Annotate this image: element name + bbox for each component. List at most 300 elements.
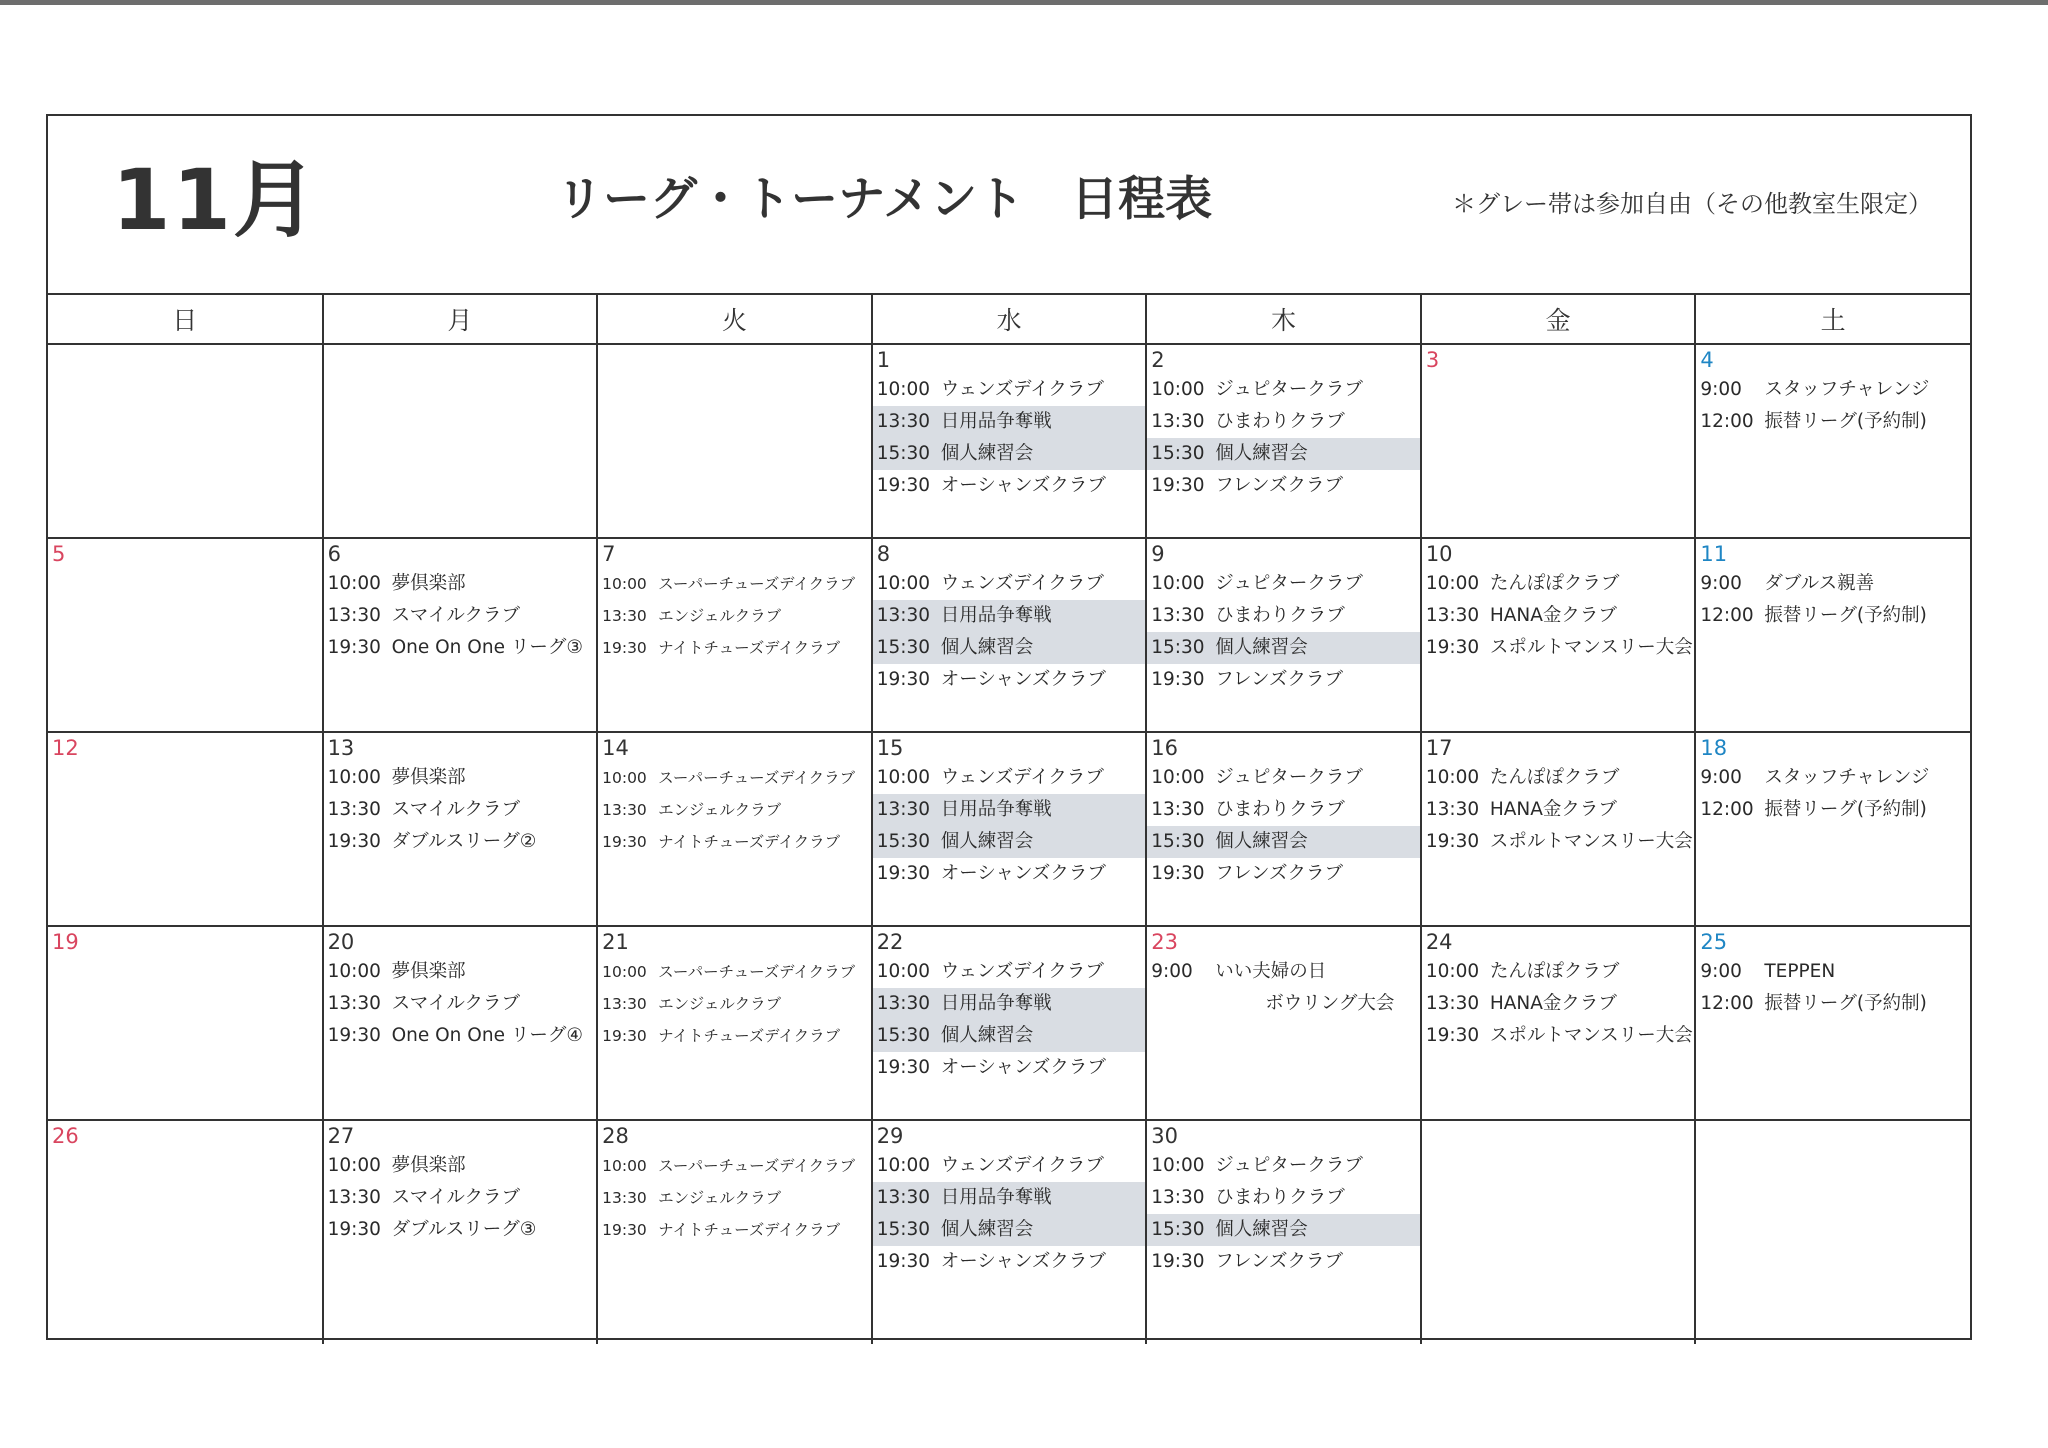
event-time: 13:30	[327, 1187, 381, 1208]
event-name: 夢倶楽部	[391, 573, 466, 594]
event-time: 10:00	[1151, 767, 1205, 788]
event-time: 19:30	[876, 1057, 931, 1078]
event-entry	[873, 632, 1146, 664]
event-entry	[1147, 794, 1420, 826]
day-cell	[48, 1120, 323, 1344]
event-name: 日用品争奪戦	[940, 411, 1052, 432]
day-number: 12	[52, 736, 79, 760]
event-name: スタッフチャレンジ	[1764, 379, 1930, 400]
event-entry	[873, 956, 1146, 988]
month-label: 11月	[112, 151, 319, 249]
event-time: 15:30	[876, 637, 931, 658]
event-time: 19:30	[876, 475, 931, 496]
event-name: スーパーチューズデイクラブ	[658, 769, 856, 787]
event-entry	[1696, 988, 1970, 1020]
day-cell	[1695, 926, 1970, 1120]
event-name: オーシャンズクラブ	[940, 669, 1106, 690]
event-time: 9:00	[1151, 961, 1193, 982]
week-row	[48, 1120, 1970, 1344]
event-name: 日用品争奪戦	[940, 605, 1052, 626]
event-time: 13:30	[1425, 799, 1480, 820]
event-entry	[598, 1214, 871, 1246]
event-entry	[1422, 568, 1695, 600]
event-time: 13:30	[876, 993, 931, 1014]
week-row	[48, 344, 1970, 538]
event-time: 15:30	[876, 831, 931, 852]
event-entry	[598, 826, 871, 858]
event-time: 10:00	[602, 1157, 647, 1175]
event-name: ナイトチューズデイクラブ	[658, 1221, 841, 1239]
event-name: オーシャンズクラブ	[940, 1251, 1106, 1272]
day-cell	[1146, 1120, 1421, 1344]
event-time: 15:30	[876, 1025, 931, 1046]
day-number: 2	[1151, 348, 1165, 372]
event-name: HANA金クラブ	[1489, 605, 1617, 626]
event-entry	[1147, 762, 1420, 794]
day-cell	[597, 926, 872, 1120]
event-name: ひまわりクラブ	[1215, 605, 1345, 626]
event-name: 日用品争奪戦	[940, 799, 1052, 820]
day-cell	[48, 926, 323, 1120]
day-number: 9	[1151, 542, 1165, 566]
event-entry	[1422, 632, 1695, 664]
day-number: 21	[602, 930, 629, 954]
event-time: 19:30	[327, 1025, 381, 1046]
event-entry	[324, 1214, 597, 1246]
event-time: 13:30	[602, 995, 647, 1013]
event-name: たんぽぽクラブ	[1489, 961, 1620, 982]
event-time: 13:30	[1425, 993, 1480, 1014]
event-entry	[873, 1246, 1146, 1278]
event-time: 15:30	[1151, 1219, 1205, 1240]
event-time: 12:00	[1700, 605, 1754, 626]
event-entry	[324, 632, 597, 664]
day-cell	[872, 1120, 1147, 1344]
event-time: 19:30	[602, 1027, 647, 1045]
event-name: オーシャンズクラブ	[940, 863, 1106, 884]
event-time: 19:30	[876, 669, 931, 690]
event-entry	[598, 1182, 871, 1214]
event-name: フレンズクラブ	[1215, 475, 1343, 496]
event-time: 12:00	[1700, 799, 1754, 820]
event-entry	[1696, 374, 1970, 406]
event-time: 10:00	[602, 769, 647, 787]
event-time: 10:00	[327, 573, 381, 594]
day-cell	[323, 1120, 598, 1344]
event-time: 13:30	[327, 605, 381, 626]
day-number: 26	[52, 1124, 79, 1148]
event-name: 個人練習会	[940, 443, 1034, 464]
event-time: 13:30	[1151, 799, 1205, 820]
schedule-sheet	[46, 114, 1972, 1340]
event-time: 13:30	[876, 411, 931, 432]
event-entry	[324, 988, 597, 1020]
day-cell	[1695, 538, 1970, 732]
event-name: HANA金クラブ	[1489, 993, 1617, 1014]
event-time: 13:30	[876, 605, 931, 626]
day-number: 3	[1425, 348, 1440, 372]
event-entry	[1696, 406, 1970, 438]
weekday-wednesday: 水	[872, 295, 1147, 344]
event-time: 19:30	[327, 637, 381, 658]
event-name: フレンズクラブ	[1215, 1251, 1343, 1272]
day-cell	[323, 926, 598, 1120]
event-entry	[1147, 568, 1420, 600]
event-entry	[873, 762, 1146, 794]
day-number: 17	[1425, 736, 1453, 760]
event-name: ウェンズデイクラブ	[940, 767, 1104, 788]
event-name: フレンズクラブ	[1215, 669, 1343, 690]
event-entry	[598, 568, 871, 600]
event-name: ひまわりクラブ	[1215, 799, 1345, 820]
week-row	[48, 732, 1970, 926]
event-name: スーパーチューズデイクラブ	[658, 575, 856, 593]
event-time: 10:00	[602, 575, 647, 593]
event-name: たんぽぽクラブ	[1489, 767, 1620, 788]
event-entry	[1147, 374, 1420, 406]
day-number: 18	[1700, 736, 1728, 760]
weekday-saturday: 土	[1695, 295, 1970, 344]
day-number: 24	[1425, 930, 1453, 954]
empty-day-cell	[323, 344, 598, 538]
event-name: 日用品争奪戦	[940, 1187, 1052, 1208]
event-time: 10:00	[1151, 1155, 1205, 1176]
event-name: スポルトマンスリー大会	[1489, 637, 1693, 658]
event-entry	[1422, 794, 1695, 826]
event-time: 9:00	[1700, 573, 1742, 594]
event-time: 19:30	[602, 833, 647, 851]
day-number: 14	[602, 736, 629, 760]
event-time: 10:00	[876, 767, 931, 788]
event-entry	[1147, 1150, 1420, 1182]
day-number: 29	[876, 1124, 904, 1148]
event-time: 10:00	[1151, 379, 1205, 400]
event-time: 13:30	[327, 993, 381, 1014]
event-entry	[598, 1020, 871, 1052]
day-cell	[1695, 732, 1970, 926]
day-cell	[1421, 926, 1696, 1120]
event-entry	[1422, 826, 1695, 858]
calendar-body	[48, 344, 1970, 1344]
event-name: 個人練習会	[1215, 443, 1308, 464]
event-entry	[1696, 762, 1970, 794]
event-time: 13:30	[876, 799, 931, 820]
event-time: 19:30	[1151, 669, 1205, 690]
event-entry	[1147, 858, 1420, 890]
empty-day-cell	[597, 344, 872, 538]
day-cell	[1146, 344, 1421, 538]
event-entry	[324, 826, 597, 858]
event-name: ジュピタークラブ	[1215, 767, 1363, 788]
event-name: 個人練習会	[940, 831, 1034, 852]
event-name: スポルトマンスリー大会	[1489, 1025, 1693, 1046]
event-entry	[1147, 1214, 1420, 1246]
event-entry	[598, 762, 871, 794]
event-time: 15:30	[1151, 637, 1205, 658]
event-name: ダブルスリーグ③	[391, 1219, 537, 1240]
event-name: 夢倶楽部	[391, 1155, 466, 1176]
event-time: 13:30	[1151, 411, 1205, 432]
event-time: 13:30	[602, 801, 647, 819]
event-name: スタッフチャレンジ	[1764, 767, 1930, 788]
event-entry	[873, 988, 1146, 1020]
event-time: 10:00	[327, 1155, 381, 1176]
event-entry	[873, 1052, 1146, 1084]
event-time: 10:00	[327, 961, 381, 982]
event-entry	[1147, 406, 1420, 438]
event-entry	[1147, 956, 1420, 988]
day-number: 19	[52, 930, 79, 954]
event-name: いい夫婦の日	[1215, 961, 1327, 982]
event-time: 13:30	[1425, 605, 1480, 626]
event-name: ジュピタークラブ	[1215, 573, 1363, 594]
day-number: 13	[327, 736, 355, 760]
event-time: 10:00	[876, 961, 931, 982]
event-time: 19:30	[1151, 475, 1205, 496]
event-entry	[598, 632, 871, 664]
event-time: 13:30	[876, 1187, 931, 1208]
event-time: 10:00	[876, 379, 931, 400]
event-name: スマイルクラブ	[391, 799, 520, 820]
event-time: 15:30	[1151, 443, 1205, 464]
event-time: 19:30	[1151, 1251, 1205, 1272]
event-time: 9:00	[1700, 961, 1742, 982]
day-cell	[872, 344, 1147, 538]
day-number: 1	[876, 348, 891, 372]
event-time: 10:00	[1425, 961, 1480, 982]
day-number: 6	[327, 542, 341, 566]
event-name: ウェンズデイクラブ	[940, 379, 1104, 400]
empty-day-cell	[1695, 1120, 1970, 1344]
event-name: エンジェルクラブ	[658, 801, 782, 819]
event-entry	[1696, 794, 1970, 826]
event-entry	[324, 600, 597, 632]
event-name: ひまわりクラブ	[1215, 1187, 1345, 1208]
weekday-monday: 月	[323, 295, 598, 344]
event-entry	[598, 600, 871, 632]
day-cell	[323, 538, 598, 732]
event-time: 10:00	[327, 767, 381, 788]
gray-band-note: ＊グレー帯は参加自由（その他教室生限定）	[1452, 190, 1932, 218]
event-name: フレンズクラブ	[1215, 863, 1343, 884]
event-time: 19:30	[1425, 1025, 1480, 1046]
event-entry	[1422, 956, 1695, 988]
event-time: 12:00	[1700, 993, 1754, 1014]
event-name: たんぽぽクラブ	[1489, 573, 1620, 594]
weekday-thursday: 木	[1146, 295, 1421, 344]
event-name: 振替リーグ(予約制)	[1764, 411, 1927, 432]
event-entry	[324, 1020, 597, 1052]
event-time: 10:00	[1425, 767, 1480, 788]
day-cell	[1695, 344, 1970, 538]
event-name: ジュピタークラブ	[1215, 379, 1363, 400]
event-entry	[873, 374, 1146, 406]
event-name: ナイトチューズデイクラブ	[658, 639, 841, 657]
event-name: スポルトマンスリー大会	[1489, 831, 1693, 852]
event-entry	[873, 438, 1146, 470]
day-number: 27	[327, 1124, 355, 1148]
empty-day-cell	[1421, 1120, 1696, 1344]
event-time: 19:30	[327, 831, 381, 852]
event-name: 個人練習会	[940, 1219, 1034, 1240]
day-cell	[1421, 732, 1696, 926]
event-name: エンジェルクラブ	[658, 607, 782, 625]
event-entry	[1422, 762, 1695, 794]
day-number: 10	[1425, 542, 1453, 566]
day-cell	[1146, 538, 1421, 732]
event-time: 19:30	[876, 863, 931, 884]
page-title: リーグ・トーナメント 日程表	[556, 172, 1213, 227]
event-time: 13:30	[1151, 605, 1205, 626]
event-time: 19:30	[602, 639, 647, 657]
event-name: 夢倶楽部	[391, 961, 466, 982]
event-name: エンジェルクラブ	[658, 1189, 782, 1207]
event-entry	[324, 794, 597, 826]
event-time: 19:30	[1425, 637, 1480, 658]
day-number: 7	[602, 542, 616, 566]
weekday-sunday: 日	[48, 295, 323, 344]
day-cell	[323, 732, 598, 926]
event-time: 10:00	[1425, 573, 1480, 594]
event-name: 個人練習会	[1215, 831, 1308, 852]
event-entry	[598, 988, 871, 1020]
event-time: 15:30	[876, 443, 931, 464]
event-name: スマイルクラブ	[391, 1187, 520, 1208]
event-entry	[1147, 438, 1420, 470]
event-entry	[873, 470, 1146, 502]
event-entry	[1147, 600, 1420, 632]
event-entry	[1147, 470, 1420, 502]
day-cell	[1421, 344, 1696, 538]
day-cell	[1146, 926, 1421, 1120]
scan-edge	[0, 0, 2048, 5]
event-time: 10:00	[602, 963, 647, 981]
day-number: 16	[1151, 736, 1178, 760]
day-number: 22	[876, 930, 904, 954]
day-number: 4	[1700, 348, 1714, 372]
day-cell	[597, 538, 872, 732]
event-name: スマイルクラブ	[391, 993, 520, 1014]
event-entry	[1147, 664, 1420, 696]
event-entry	[324, 956, 597, 988]
day-number: 5	[52, 542, 66, 566]
weekday-header-row	[48, 295, 1970, 344]
event-name: スーパーチューズデイクラブ	[658, 963, 856, 981]
event-entry	[873, 664, 1146, 696]
event-name: ウェンズデイクラブ	[940, 1155, 1104, 1176]
event-time: 19:30	[1425, 831, 1480, 852]
event-name: ウェンズデイクラブ	[940, 961, 1104, 982]
event-time: 12:00	[1700, 411, 1754, 432]
day-cell	[1146, 732, 1421, 926]
event-time: 10:00	[876, 1155, 931, 1176]
event-name: ダブルス親善	[1764, 573, 1875, 594]
event-time: 13:30	[602, 607, 647, 625]
event-name: HANA金クラブ	[1489, 799, 1617, 820]
event-time: 10:00	[876, 573, 931, 594]
event-name: 個人練習会	[1215, 1219, 1308, 1240]
event-entry	[324, 1182, 597, 1214]
day-cell	[597, 732, 872, 926]
day-number: 23	[1151, 930, 1178, 954]
day-cell	[872, 732, 1147, 926]
event-entry	[598, 956, 871, 988]
day-number: 20	[327, 930, 355, 954]
event-entry	[1147, 632, 1420, 664]
event-entry	[1147, 988, 1420, 1020]
event-entry	[873, 858, 1146, 890]
event-entry	[873, 600, 1146, 632]
day-number: 25	[1700, 930, 1728, 954]
day-number: 11	[1700, 542, 1728, 566]
event-entry	[324, 1150, 597, 1182]
event-entry	[1422, 988, 1695, 1020]
weekday-friday: 金	[1421, 295, 1696, 344]
event-entry	[873, 1020, 1146, 1052]
event-entry	[873, 826, 1146, 858]
day-cell	[597, 1120, 872, 1344]
event-name: ナイトチューズデイクラブ	[658, 833, 841, 851]
event-entry	[598, 794, 871, 826]
event-time: 19:30	[876, 1251, 931, 1272]
event-entry	[598, 1150, 871, 1182]
event-name: 個人練習会	[940, 1025, 1034, 1046]
event-name: One On One リーグ④	[391, 1025, 583, 1046]
event-name: One On One リーグ③	[391, 637, 583, 658]
event-entry	[324, 762, 597, 794]
day-cell	[48, 732, 323, 926]
event-entry	[1147, 1182, 1420, 1214]
day-cell	[872, 538, 1147, 732]
day-number: 15	[876, 736, 904, 760]
event-name: スーパーチューズデイクラブ	[658, 1157, 856, 1175]
event-name: TEPPEN	[1764, 961, 1836, 982]
event-name: 振替リーグ(予約制)	[1764, 993, 1927, 1014]
event-time: 15:30	[876, 1219, 931, 1240]
event-entry	[1147, 826, 1420, 858]
event-entry	[1696, 600, 1970, 632]
event-time: 13:30	[1151, 1187, 1205, 1208]
event-name: ジュピタークラブ	[1215, 1155, 1363, 1176]
event-time: 19:30	[327, 1219, 381, 1240]
schedule-header	[48, 116, 1970, 295]
empty-day-cell	[48, 344, 323, 538]
event-name: ウェンズデイクラブ	[940, 573, 1104, 594]
event-time: 9:00	[1700, 767, 1742, 788]
event-time: 9:00	[1700, 379, 1742, 400]
event-entry	[873, 1214, 1146, 1246]
event-name: オーシャンズクラブ	[940, 1057, 1106, 1078]
week-row	[48, 926, 1970, 1120]
event-time: 15:30	[1151, 831, 1205, 852]
event-entry	[873, 1150, 1146, 1182]
event-entry	[873, 794, 1146, 826]
event-name: 夢倶楽部	[391, 767, 466, 788]
event-entry	[873, 406, 1146, 438]
event-name: ナイトチューズデイクラブ	[658, 1027, 841, 1045]
event-name: 日用品争奪戦	[940, 993, 1052, 1014]
day-cell	[872, 926, 1147, 1120]
event-name: 振替リーグ(予約制)	[1764, 799, 1927, 820]
day-number: 8	[876, 542, 891, 566]
event-entry	[324, 568, 597, 600]
event-time: 13:30	[327, 799, 381, 820]
event-time: 13:30	[602, 1189, 647, 1207]
event-entry	[1147, 1246, 1420, 1278]
calendar-grid	[48, 295, 1970, 1344]
event-entry	[1696, 956, 1970, 988]
event-name: 個人練習会	[1215, 637, 1308, 658]
